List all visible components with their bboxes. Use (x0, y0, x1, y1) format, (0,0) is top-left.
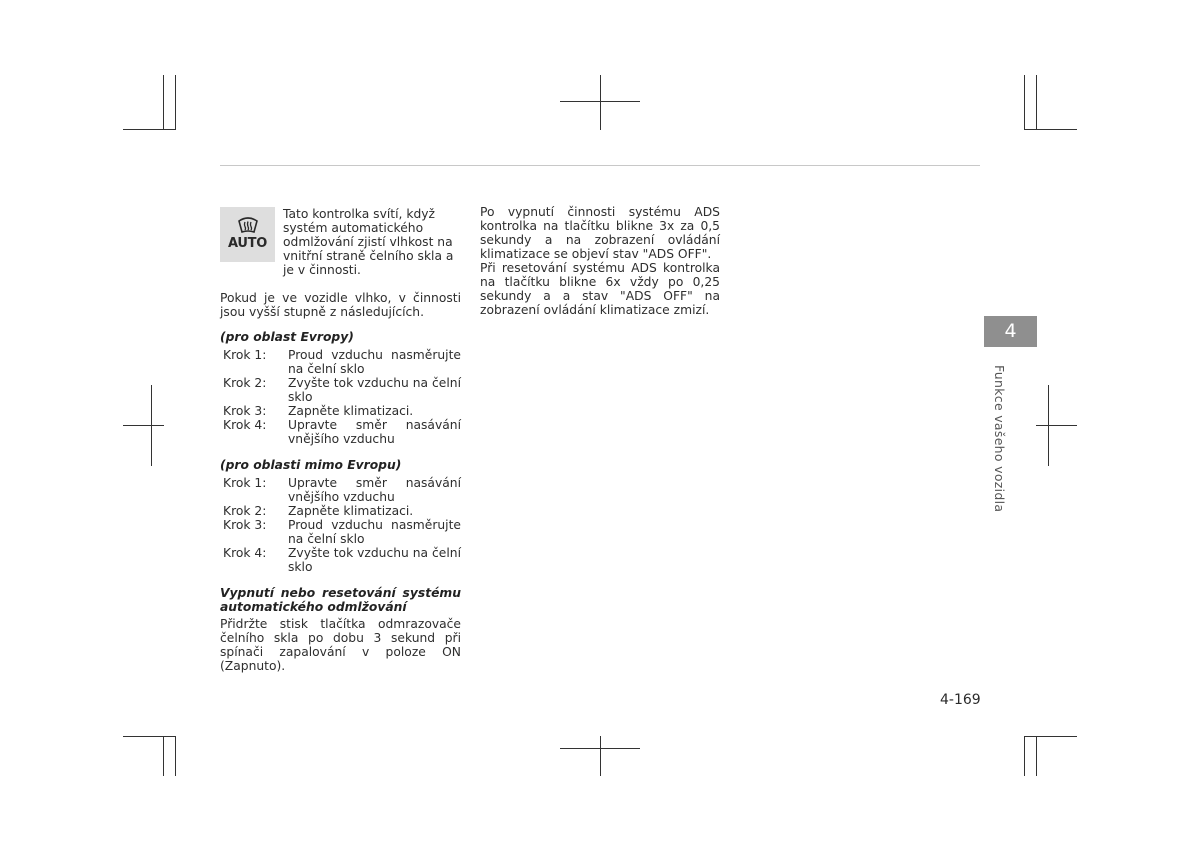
chapter-tab: 4 (984, 316, 1037, 347)
step-row (223, 518, 461, 546)
step-label: Krok 4: (223, 546, 267, 560)
middle-column (480, 205, 720, 317)
step-label: Krok 4: (223, 418, 267, 432)
step-text: Upravte směr nasávání vnějšího vzduchu (288, 476, 461, 504)
step-text: Proud vzduchu nasměrujte na čelní sklo (288, 518, 461, 546)
step-label: Krok 2: (223, 376, 267, 390)
step-label: Krok 2: (223, 504, 267, 518)
humidity-paragraph: Pokud je ve vozidle vlhko, v činnosti jsou vyšší stupně z následujících. (220, 291, 461, 319)
step-row (223, 348, 461, 376)
windshield-defrost-icon (237, 216, 259, 234)
step-text: Proud vzduchu nasměrujte na čelní sklo (288, 348, 461, 376)
steps-non-europe (223, 476, 461, 574)
step-row (223, 504, 461, 518)
indicator-description: Tato kontrolka svítí, když systém automatického odmlžování zjistí vlhkost na vnitřní straně čelního skla a je v činnosti. (283, 207, 454, 277)
step-row (223, 404, 461, 418)
step-row (223, 376, 461, 404)
ads-reset-paragraph: Při resetování systému ADS kontrolka na tlačítku blikne 6x vždy po 0,25 sekundy a a stav "ADS OFF" na zobrazení ovládání klimatizace zmizí. (480, 261, 720, 317)
section-heading-reset: Vypnutí nebo resetování systému automatického odmlžování (220, 586, 461, 614)
step-text: Zapněte klimatizaci. (288, 504, 414, 518)
page-number: 4-169 (940, 692, 981, 708)
step-label: Krok 1: (223, 476, 267, 490)
step-row (223, 546, 461, 574)
section-heading-non-europe: (pro oblasti mimo Evropu) (220, 458, 402, 472)
ads-off-paragraph: Po vypnutí činnosti systému ADS kontrolka na tlačítku blikne 3x za 0,5 sekundy a na zobrazení ovládání klimatizace se objeví stav "ADS OFF". (480, 205, 720, 261)
step-row (223, 476, 461, 504)
chapter-title: Funkce vašeho vozidla (992, 365, 1007, 513)
header-rule (220, 165, 980, 166)
steps-europe (223, 348, 461, 446)
auto-defog-icon (220, 207, 275, 262)
indicator-row (220, 207, 461, 277)
section-heading-europe: (pro oblast Evropy) (220, 330, 354, 344)
step-label: Krok 3: (223, 404, 267, 418)
auto-label: AUTO (228, 236, 267, 251)
reset-paragraph: Přidržte stisk tlačítka odmrazovače čelního skla po dobu 3 sekund při spínači zapalování v poloze ON (Zapnuto). (220, 617, 461, 673)
step-label: Krok 1: (223, 348, 267, 362)
step-text: Upravte směr nasávání vnějšího vzduchu (288, 418, 461, 446)
step-text: Zvyšte tok vzduchu na čelní sklo (288, 546, 461, 574)
step-text: Zvyšte tok vzduchu na čelní sklo (288, 376, 461, 404)
step-label: Krok 3: (223, 518, 267, 532)
step-text: Zapněte klimatizaci. (288, 404, 414, 418)
left-column (220, 207, 461, 673)
step-row (223, 418, 461, 446)
